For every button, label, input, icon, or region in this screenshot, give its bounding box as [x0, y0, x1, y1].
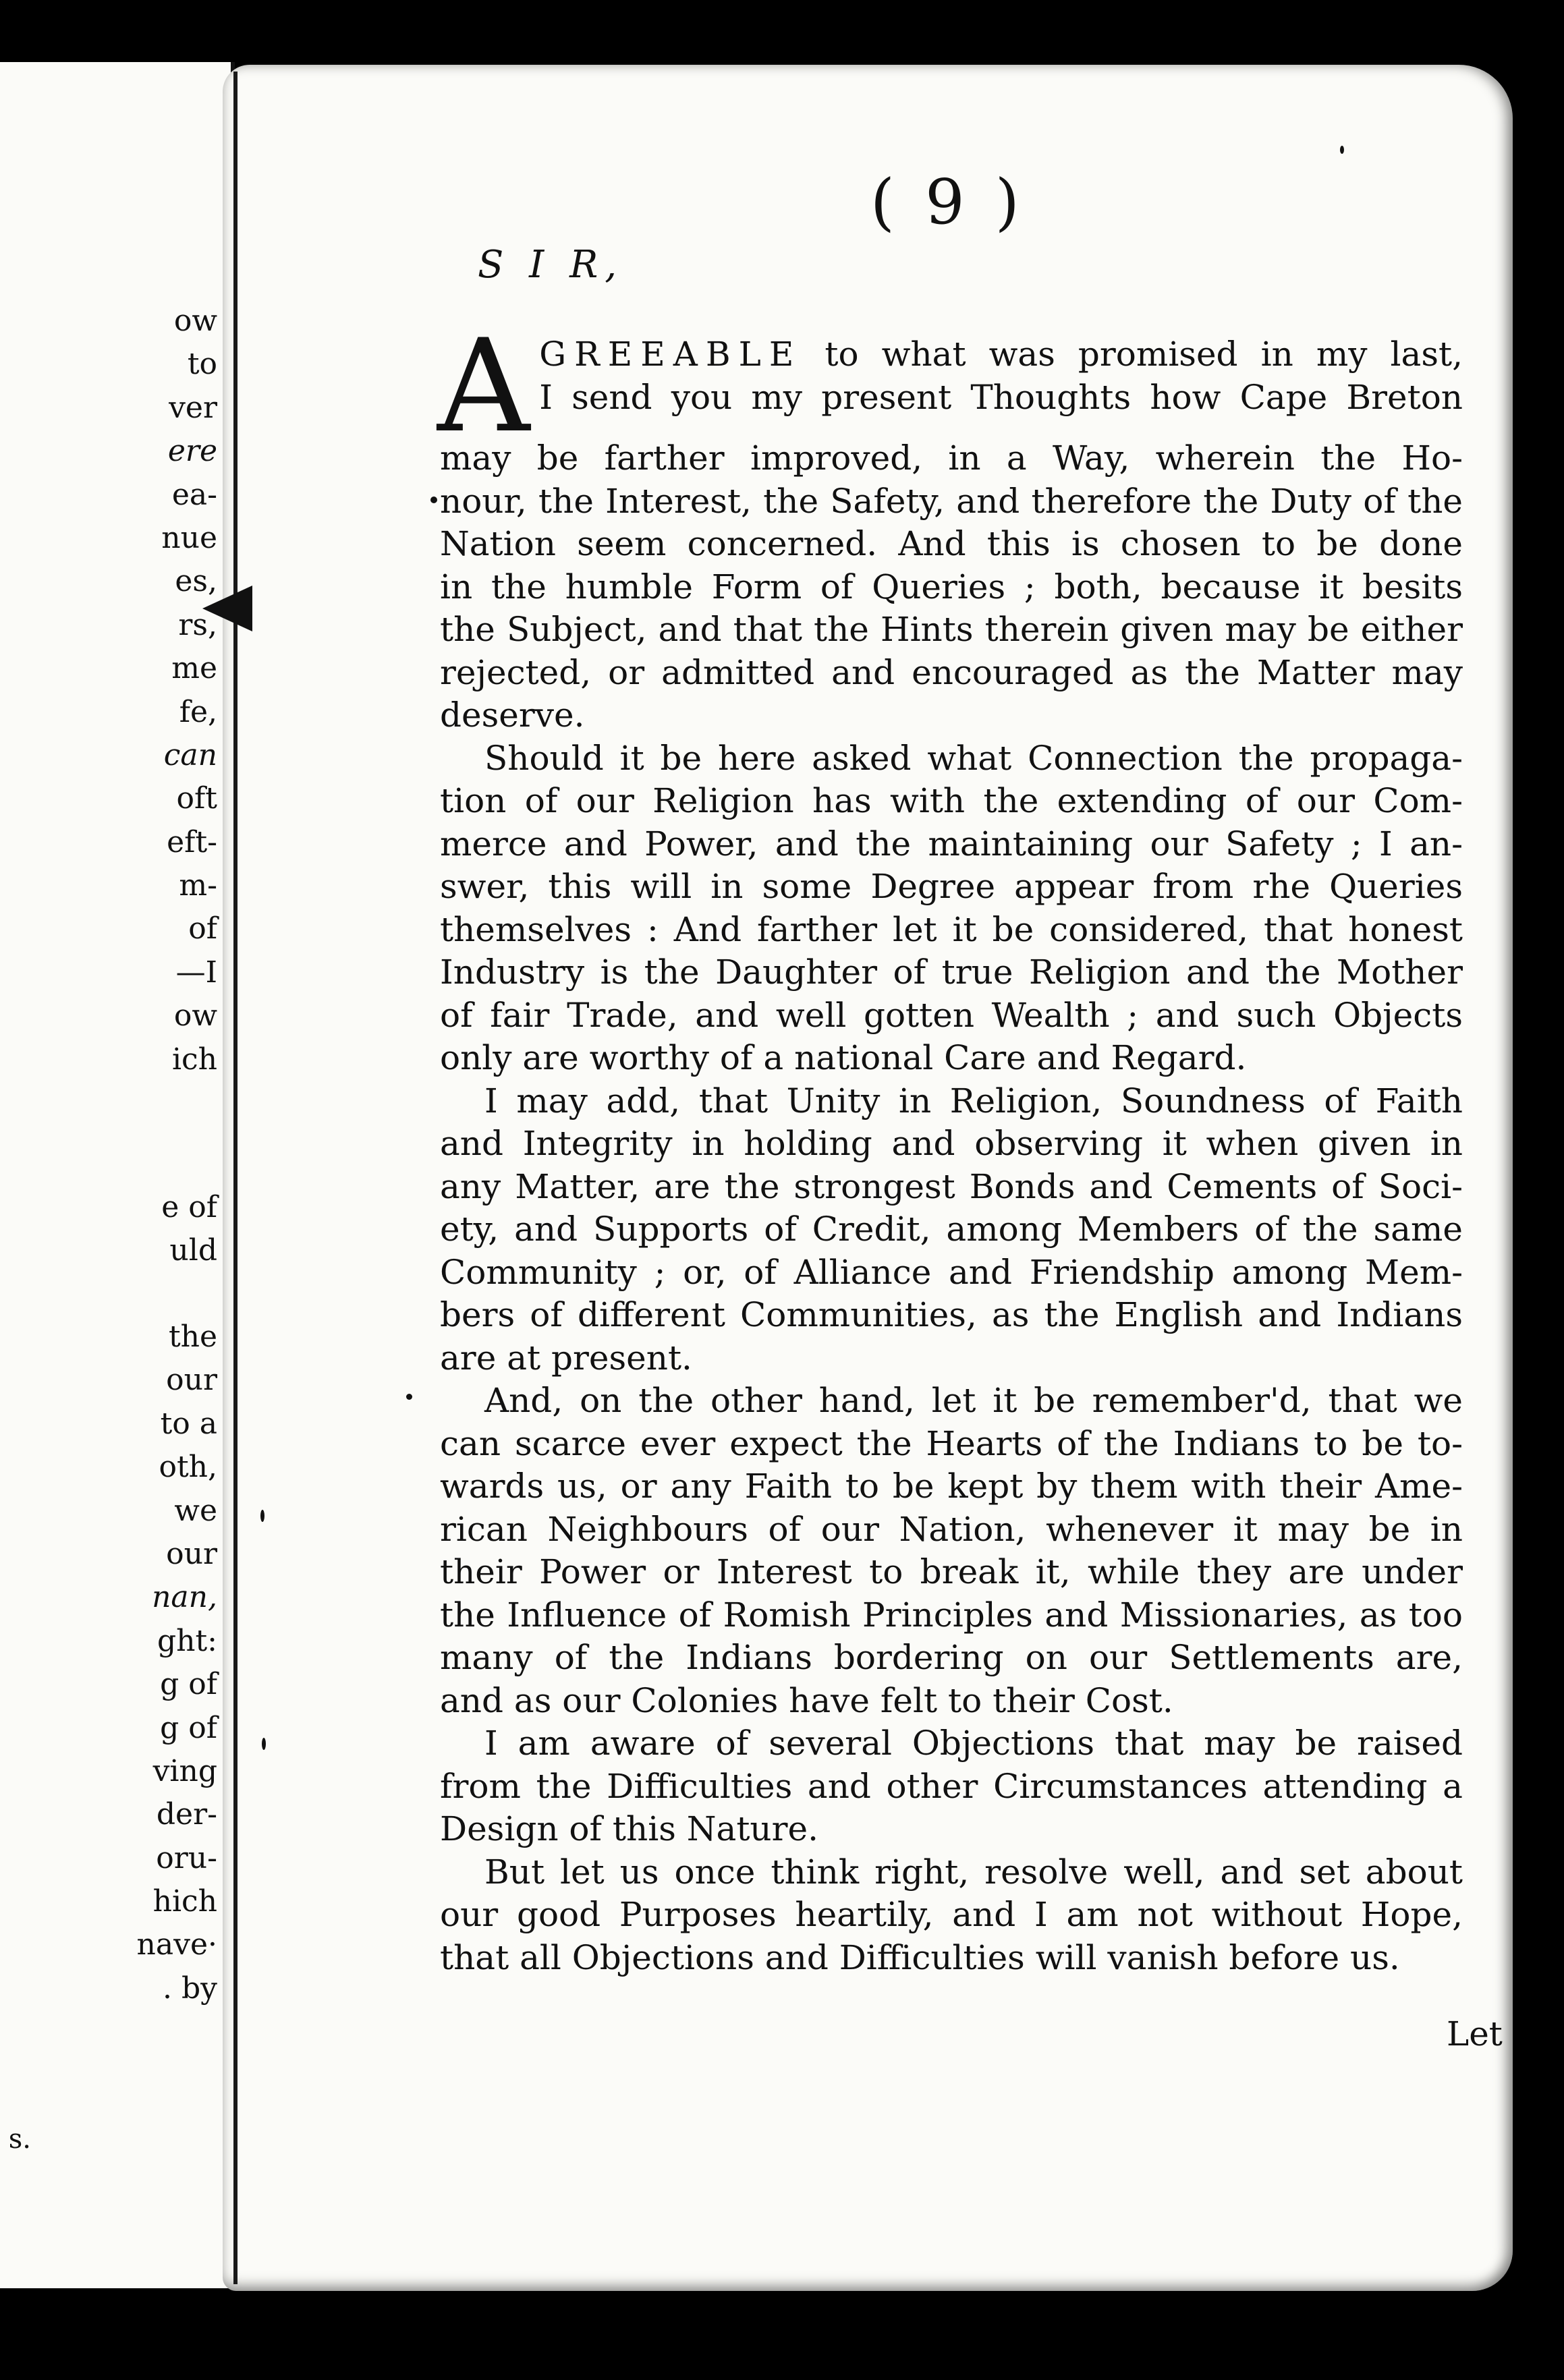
text-line: in the humble Form of Queries ; both, because it besits: [440, 567, 1463, 606]
text-line: tion of our Religion has with the extending of our Com-: [440, 781, 1463, 820]
left-fragment: g of: [160, 1667, 217, 1702]
left-fragment: oth,: [159, 1450, 217, 1485]
left-page-fragments-top: [161, 302, 217, 1084]
left-fragment: nue: [161, 520, 217, 555]
text-line: I send you my present Thoughts how Cape Breton: [539, 377, 1463, 417]
left-facing-page: [0, 62, 235, 2288]
text-line: any Matter, are the strongest Bonds and Cements of Soci-: [440, 1166, 1463, 1206]
text-line: themselves : And farther let it be considered, that honest: [440, 909, 1463, 949]
left-fragment: we: [174, 1493, 217, 1528]
text-line: from the Difficulties and other Circumstances attending a: [440, 1766, 1463, 1806]
text-line: wards us, or any Faith to be kept by them with their Ame-: [440, 1467, 1463, 1506]
text-line: many of the Indians bordering on our Settlements are,: [440, 1638, 1463, 1677]
text-line: rican Neighbours of our Nation, whenever it may be in: [440, 1509, 1463, 1549]
opening-word: GREEABLE: [539, 335, 802, 374]
text-line: the Influence of Romish Principles and Missionaries, as too: [440, 1595, 1463, 1635]
text-line: deserve.: [440, 696, 585, 735]
text-line: the Subject, and that the Hints therein given may be either: [440, 610, 1463, 649]
left-page-fragments-mid: [161, 1189, 217, 1276]
ink-speck: [430, 497, 437, 503]
catchword: Let: [1447, 2014, 1503, 2053]
left-fragment: of: [188, 911, 217, 946]
text-line: Nation seem concerned. And this is chosen to be done: [440, 524, 1463, 563]
left-fragment: fe,: [179, 694, 217, 729]
left-fragment: ere: [167, 434, 217, 469]
paragraph: [440, 1380, 1463, 1722]
ink-speck: [260, 1510, 264, 1522]
text-line: can scarce ever expect the Hearts of the Indians to be to-: [440, 1423, 1463, 1463]
paragraph: [440, 1851, 1463, 1980]
paragraph: [440, 737, 1463, 1080]
left-fragment: ver: [169, 390, 217, 425]
paragraph: [440, 1080, 1463, 1380]
left-fragment: our: [166, 1363, 217, 1398]
binding-thread-mark: [202, 586, 252, 631]
left-fragment: the: [168, 1320, 217, 1354]
left-fragment: ving: [152, 1753, 217, 1788]
text-line: merce and Power, and the maintaining our Safety ; I an-: [440, 824, 1463, 863]
left-fragment: oft: [176, 781, 217, 816]
text-line: And, on the other hand, let it be remember'd, that we: [484, 1381, 1463, 1420]
text-line: Design of this Nature.: [440, 1809, 819, 1848]
left-fragment: me: [171, 651, 217, 686]
drop-cap: A: [437, 312, 530, 461]
left-fragment: to a: [160, 1406, 217, 1441]
left-fragment: can: [163, 737, 217, 772]
left-fragment: nave·: [136, 1927, 217, 1962]
letter-body: [437, 312, 1463, 1979]
left-fragment: eft-: [167, 824, 217, 859]
page-number: ( 9 ): [870, 166, 1025, 238]
left-fragment: ow: [173, 304, 217, 338]
text-line: their Power or Interest to break it, while they are under: [440, 1552, 1463, 1591]
text-line: only are worthy of a national Care and Regard.: [440, 1038, 1247, 1077]
left-fragment: m-: [179, 868, 217, 903]
text-line: Community ; or, of Alliance and Friendship among Mem-: [440, 1252, 1463, 1292]
text-line: rejected, or admitted and encouraged as the Matter may: [440, 652, 1463, 692]
text-line: I may add, that Unity in Religion, Soundness of Faith: [484, 1081, 1463, 1121]
main-page: [223, 65, 1513, 2291]
left-fragment: der-: [156, 1797, 217, 1832]
text-line: bers of different Communities, as the English and Indians: [440, 1295, 1463, 1334]
text-line: may be farther improved, in a Way, wherein the Ho-: [440, 438, 1463, 478]
left-fragment: ow: [173, 998, 217, 1033]
text-line: swer, this will in some Degree appear from rhe Queries: [440, 867, 1463, 906]
left-fragment: ich: [171, 1042, 217, 1077]
text-line: ety, and Supports of Credit, among Members of the same: [440, 1210, 1463, 1249]
text-line: that all Objections and Difficulties will vanish before us.: [440, 1937, 1400, 1977]
left-fragment: —I: [175, 955, 217, 990]
left-fragment: our: [166, 1536, 217, 1571]
text-line: and Integrity in holding and observing it when given in: [440, 1124, 1463, 1163]
left-fragment: . by: [163, 1971, 217, 2006]
left-fragment: uld: [169, 1233, 217, 1268]
left-fragment: to: [187, 347, 217, 382]
left-fragment: rs,: [178, 607, 217, 642]
paragraph: [440, 1722, 1463, 1851]
left-fragment: hich: [152, 1884, 217, 1919]
text-line: I am aware of several Objections that may be raised: [484, 1724, 1463, 1763]
ink-speck: [262, 1738, 266, 1750]
left-fragment: ght:: [157, 1623, 217, 1658]
text-line: our good Purposes heartily, and I am not without Hope,: [440, 1895, 1463, 1934]
text-line: Should it be here asked what Connection the propaga-: [484, 738, 1463, 778]
left-page-fragments-bottom: [137, 1318, 217, 2013]
left-signature-mark: s.: [8, 2124, 31, 2155]
left-fragment: ea-: [171, 477, 217, 512]
text-line: Industry is the Daughter of true Religion and the Mother: [440, 953, 1463, 992]
text-line: nour, the Interest, the Safety, and therefore the Duty of the: [440, 481, 1463, 521]
text-line: of fair Trade, and well gotten Wealth ; and such Objects: [440, 995, 1463, 1035]
salutation: S I R,: [478, 243, 624, 287]
text-line: are at present.: [440, 1338, 692, 1378]
text-line: and as our Colonies have felt to their Cost.: [440, 1680, 1173, 1720]
paragraph: [437, 312, 1463, 737]
left-fragment: es,: [175, 564, 217, 599]
ink-speck: [1340, 146, 1344, 154]
text-line: But let us once think right, resolve well, and set about: [484, 1852, 1463, 1892]
left-fragment: g of: [160, 1710, 217, 1745]
left-fragment: oru-: [156, 1840, 217, 1875]
left-fragment: nan,: [152, 1580, 217, 1615]
ink-speck: [406, 1394, 412, 1400]
left-fragment: e of: [161, 1190, 217, 1224]
binding-gutter: [233, 72, 238, 2284]
text-line: GREEABLE to what was promised in my last,: [539, 335, 1463, 374]
